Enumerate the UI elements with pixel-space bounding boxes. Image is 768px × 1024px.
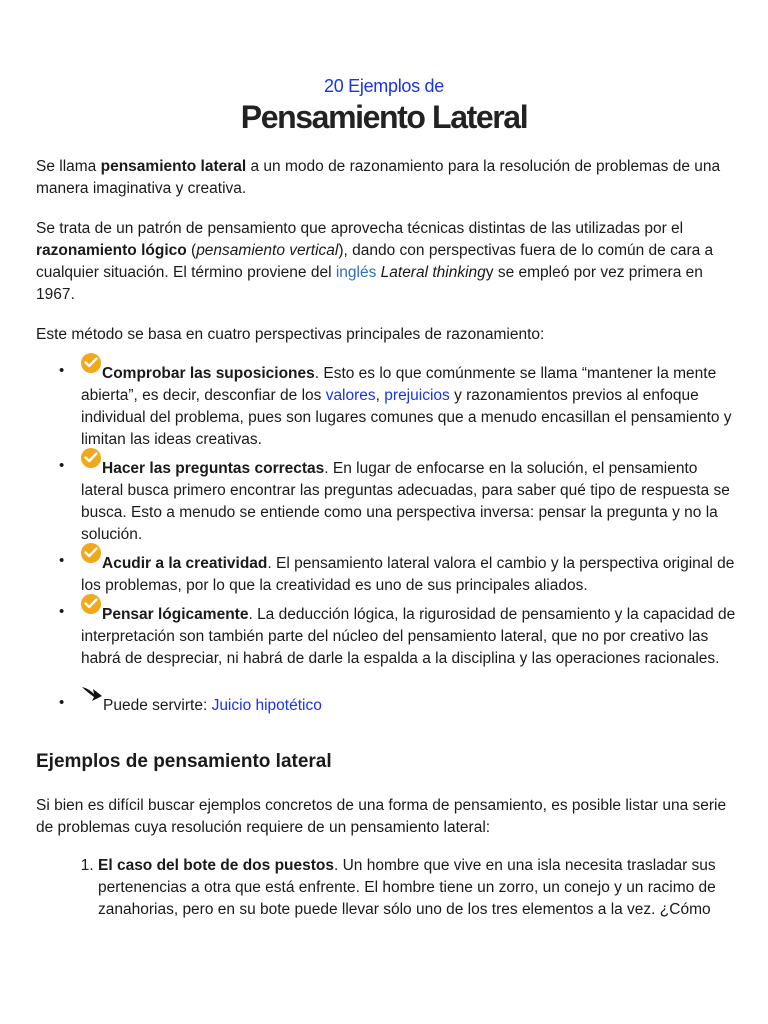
text: a un modo de razonamiento para la resolución de problemas de una manera imaginativa y creativa. (36, 158, 721, 197)
text: Se trata de un patrón de pensamiento que aprovecha técnicas distintas de las utilizadas por el (36, 220, 684, 237)
check-circle-icon (81, 448, 101, 468)
text: y razonamientos previos al enfoque individual del problema, pues son lugares comunes que a menudo encasillan el pensamiento y limitan las ideas creativas. (81, 387, 732, 448)
list-item (81, 360, 736, 451)
bold-term: pensamiento lateral (100, 158, 247, 175)
text: , (375, 387, 385, 404)
article-body (36, 156, 736, 921)
check-circle-icon (81, 353, 101, 373)
link-prejuicios[interactable]: prejuicios (384, 387, 450, 404)
see-also-label: Puede servirte: (103, 697, 212, 714)
list-item (81, 550, 736, 597)
list-item (81, 601, 736, 670)
see-also-item (81, 692, 736, 717)
perspectives-list (36, 360, 736, 717)
italic-term: pensamiento vertical (196, 242, 339, 259)
item-title: Acudir a la creatividad (102, 555, 268, 572)
intro-paragraph-2 (36, 218, 736, 306)
curved-arrow-icon (81, 685, 103, 703)
item-title: Hacer las preguntas correctas (102, 460, 325, 477)
text: y se empleó por vez primera en 1967. (36, 264, 703, 303)
article-header (0, 76, 768, 136)
bold-term: razonamiento lógico (36, 242, 187, 259)
text: ), dando con perspectivas fuera de lo común de cara a cualquier situación. El término proviene del (36, 242, 714, 281)
item-title: Comprobar las suposiciones (102, 365, 315, 382)
article-title: Pensamiento Lateral (240, 99, 528, 135)
link-valores[interactable]: valores (325, 387, 376, 404)
check-circle-icon (81, 594, 101, 614)
italic-term: Lateral thinking (380, 264, 486, 281)
examples-intro: Si bien es difícil buscar ejemplos concretos de una forma de pensamiento, es posible listar una serie de problemas cuya resolución requiere de un pensamiento lateral: (36, 797, 727, 836)
list-item (98, 855, 736, 921)
item-title: Pensar lógicamente (102, 606, 249, 623)
text: . El pensamiento lateral valora el cambio y la perspectiva original de los problemas, por lo que la creatividad es uno de sus principales aliados. (81, 555, 735, 594)
text: . La deducción lógica, la rigurosidad de pensamiento y la capacidad de interpretación son también parte del núcleo del pensamiento lateral, que no por creativo las habrá de despreciar, ni habrá de darle la espalda a la disciplina y las operaciones racionales. (81, 606, 736, 667)
examples-list (36, 855, 736, 921)
section-heading: Ejemplos de pensamiento lateral (36, 751, 332, 772)
text: . En lugar de enfocarse en la solución, el pensamiento lateral busca primero encontrar las preguntas adecuadas, para saber qué tipo de respuesta se busca. Esto a menudo se entiende como una perspectiva inversa: pensar la pregunta y no la solución. (81, 460, 730, 543)
text: . Esto es lo que comúnmente se llama “mantener la mente abierta”, es decir, desconfiar de los (81, 365, 717, 404)
list-item (81, 455, 736, 546)
intro-paragraph-3: Este método se basa en cuatro perspectivas principales de razonamiento: (36, 326, 545, 343)
link-ingles[interactable]: inglés (335, 264, 377, 281)
text: . Un hombre que vive en una isla necesita trasladar sus pertenencias a otra que está enfrente. El hombre tiene un zorro, un conejo y un racimo de zanahorias, pero en su bote puede llevar sólo uno de los tres elementos a la vez. ¿Cómo (98, 857, 716, 918)
text: ( (186, 242, 197, 259)
article-kicker: 20 Ejemplos de (324, 76, 444, 96)
link-juicio-hipotetico[interactable]: Juicio hipotético (211, 697, 322, 714)
item-title: El caso del bote de dos puestos (98, 857, 334, 874)
text: Se llama (36, 158, 101, 175)
check-circle-icon (81, 543, 101, 563)
intro-paragraph-1 (36, 156, 736, 200)
